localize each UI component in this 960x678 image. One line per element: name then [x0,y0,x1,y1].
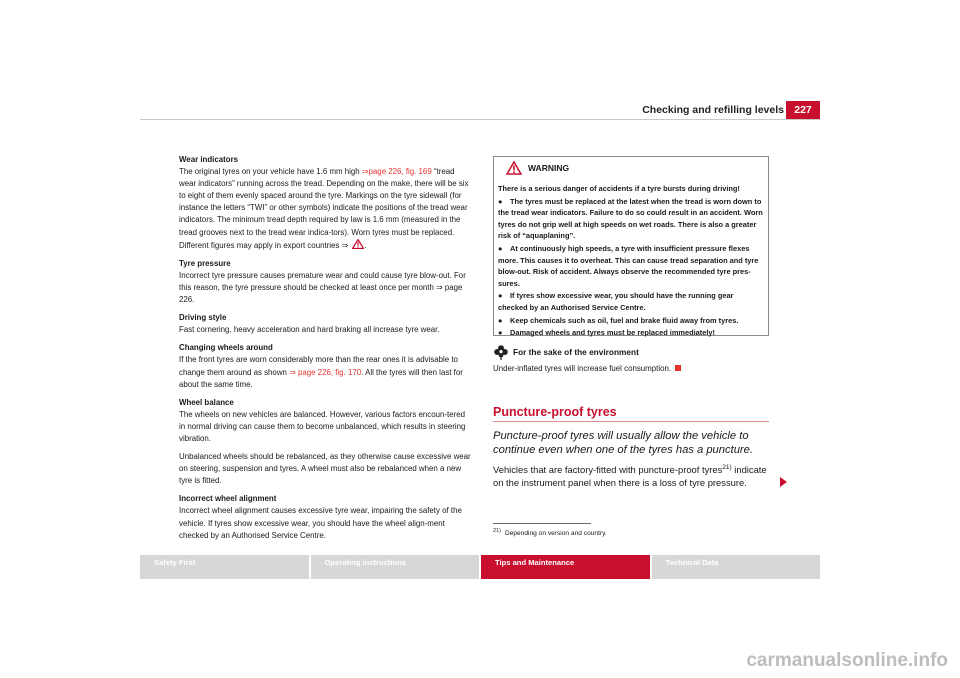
ref-link-fig-170[interactable]: page 226, fig. 170 [297,367,362,377]
footnote-divider [493,523,591,524]
warning-triangle-icon [506,161,522,175]
end-of-section-icon [675,365,681,371]
ref-arrow[interactable]: ⇒ [361,167,369,177]
warning-bullet: ● If tyres show excessive wear, you should have the running gear checked by an Authorised Service Centre. [498,291,734,312]
bullet-icon: ● [498,243,503,253]
bullet-icon: ● [498,196,503,206]
left-column [179,154,473,548]
environment-title: For the sake of the environment [513,347,639,357]
tab-technical-data[interactable]: Technical Data [652,555,821,579]
environment-note [493,344,783,374]
section-title: Puncture-proof tyres [493,405,617,419]
ref-link-fig-169[interactable]: page 226, fig. 169 [368,167,432,177]
bullet-icon: ● [498,315,503,325]
wheel-alignment-paragraph: Incorrect wheel alignment Incorrect wheel alignment causes excessive tyre wear, impairing the safety of the vehicle. If tyres show excessive wear, you should have the wheel align-ment checked by an Authorised Service Centre. [179,493,473,541]
section-tab-bar [140,555,820,579]
driving-style-heading: Driving style [179,313,227,323]
ref-arrow[interactable]: ⇒ [289,367,296,377]
tab-operating-instructions[interactable]: Operating instructions [311,555,480,579]
changing-wheels-paragraph: Changing wheels around If the front tyres are worn considerably more than the rear ones it is advisable to change them around as shown ⇒ page 226, fig. 170. All the tyres will then last for about the same time. [179,342,473,390]
footnote-mark: 21) [493,527,501,534]
driving-style-paragraph: Driving style Fast cornering, heavy acceleration and hard braking all increase tyre wear. [179,312,473,336]
ref-arrow: ⇒ [341,240,349,250]
bullet-icon: ● [498,328,503,338]
section-subtitle: Puncture-proof tyres will usually allow the vehicle to continue even when one of the tyres has a puncture. [493,430,753,456]
page-number: 227 [786,101,820,119]
warning-bullet: ● At continuously high speeds, a tyre with insufficient pressure flexes more. This causes it to overheat. This can cause tread separation and tyre blow-out. Risk of accident. Always observe the recommended tyre pres-sures. [498,243,759,288]
page-header-title: Checking and refilling levels [642,104,784,116]
warning-triangle-icon [352,239,364,249]
environment-header [493,344,783,360]
warning-bullet: ● The tyres must be replaced at the latest when the tread is worn down to the tread wear indicators. Failure to do so could result in an accident. Worn tyres do not grip well at high speeds on wet roads. There is also a greater risk of “aquaplaning”. [498,196,763,241]
wheel-balance-paragraph: Wheel balance The wheels on new vehicles are balanced. However, various factors encoun-tered in normal driving can cause them to become unbalanced, which results in steering vibration. [179,397,473,445]
warning-title: WARNING [528,163,570,173]
watermark: carmanualsonline.info [746,650,948,671]
tyre-pressure-heading: Tyre pressure [179,258,231,268]
tab-tips-and-maintenance[interactable]: Tips and Maintenance [481,555,650,579]
wheel-balance-paragraph-2: Unbalanced wheels should be rebalanced, as they otherwise cause excessive wear on steering, suspension and tyres. A wheel must also be rebalanced when a new tyre is fitted. [179,452,471,486]
warning-box [493,156,769,336]
ref-arrow: ⇒ [436,282,443,292]
tyre-pressure-paragraph: Tyre pressure Incorrect tyre pressure causes premature wear and could cause tyre blow-out. For this reason, the tyre pressure should be checked at least once per month ⇒ page 226. [179,258,473,306]
warning-bullet: ● Damaged wheels and tyres must be replaced immediately! [498,328,715,338]
environment-text: Under-inflated tyres will increase fuel consumption. [493,363,783,374]
wear-indicators-paragraph: Wear indicators The original tyres on your vehicle have 1.6 mm high ⇒page 226, fig. 169 “tread wear indicators” running across the tread. Depending on the make, there will be six to eight of them evenly spaced around the tyre. Markings on the tyre sidewall (for instance the letters “TWI” or other symbols) indicate the positions of the tread wear indicators. The minimum tread depth required by law is 1.6 mm (measured in the tread grooves next to the tread wear indica-tors). Worn tyres must be replaced. Different figures may apply in export countries ⇒ . [179,154,473,252]
ref-page-226[interactable]: page 226. [179,282,463,305]
changing-wheels-heading: Changing wheels around [179,343,273,353]
continue-arrow-icon [780,477,787,487]
warning-body [494,179,768,339]
wheel-balance-heading: Wheel balance [179,397,234,407]
environment-flower-icon [493,344,509,360]
warning-header [494,157,768,179]
tab-safety-first[interactable]: Safety First [140,555,309,579]
footnote [493,527,607,537]
wheel-alignment-heading: Incorrect wheel alignment [179,494,277,504]
footnote-text: Depending on version and country. [504,530,607,537]
wear-indicators-heading: Wear indicators [179,155,239,164]
section-divider [493,421,769,422]
warning-intro: There is a serious danger of accidents if a tyre bursts during driving! [498,184,740,193]
header-divider [140,119,820,120]
warning-bullet: ● Keep chemicals such as oil, fuel and brake fluid away from tyres. [498,315,739,325]
bullet-icon: ● [498,291,503,301]
footnote-reference[interactable]: 21) [722,463,732,471]
section-body: Vehicles that are factory-fitted with puncture-proof tyres$^{21)}$ indicate on the instrument panel when there is a loss of tyre pressure. [493,463,767,488]
